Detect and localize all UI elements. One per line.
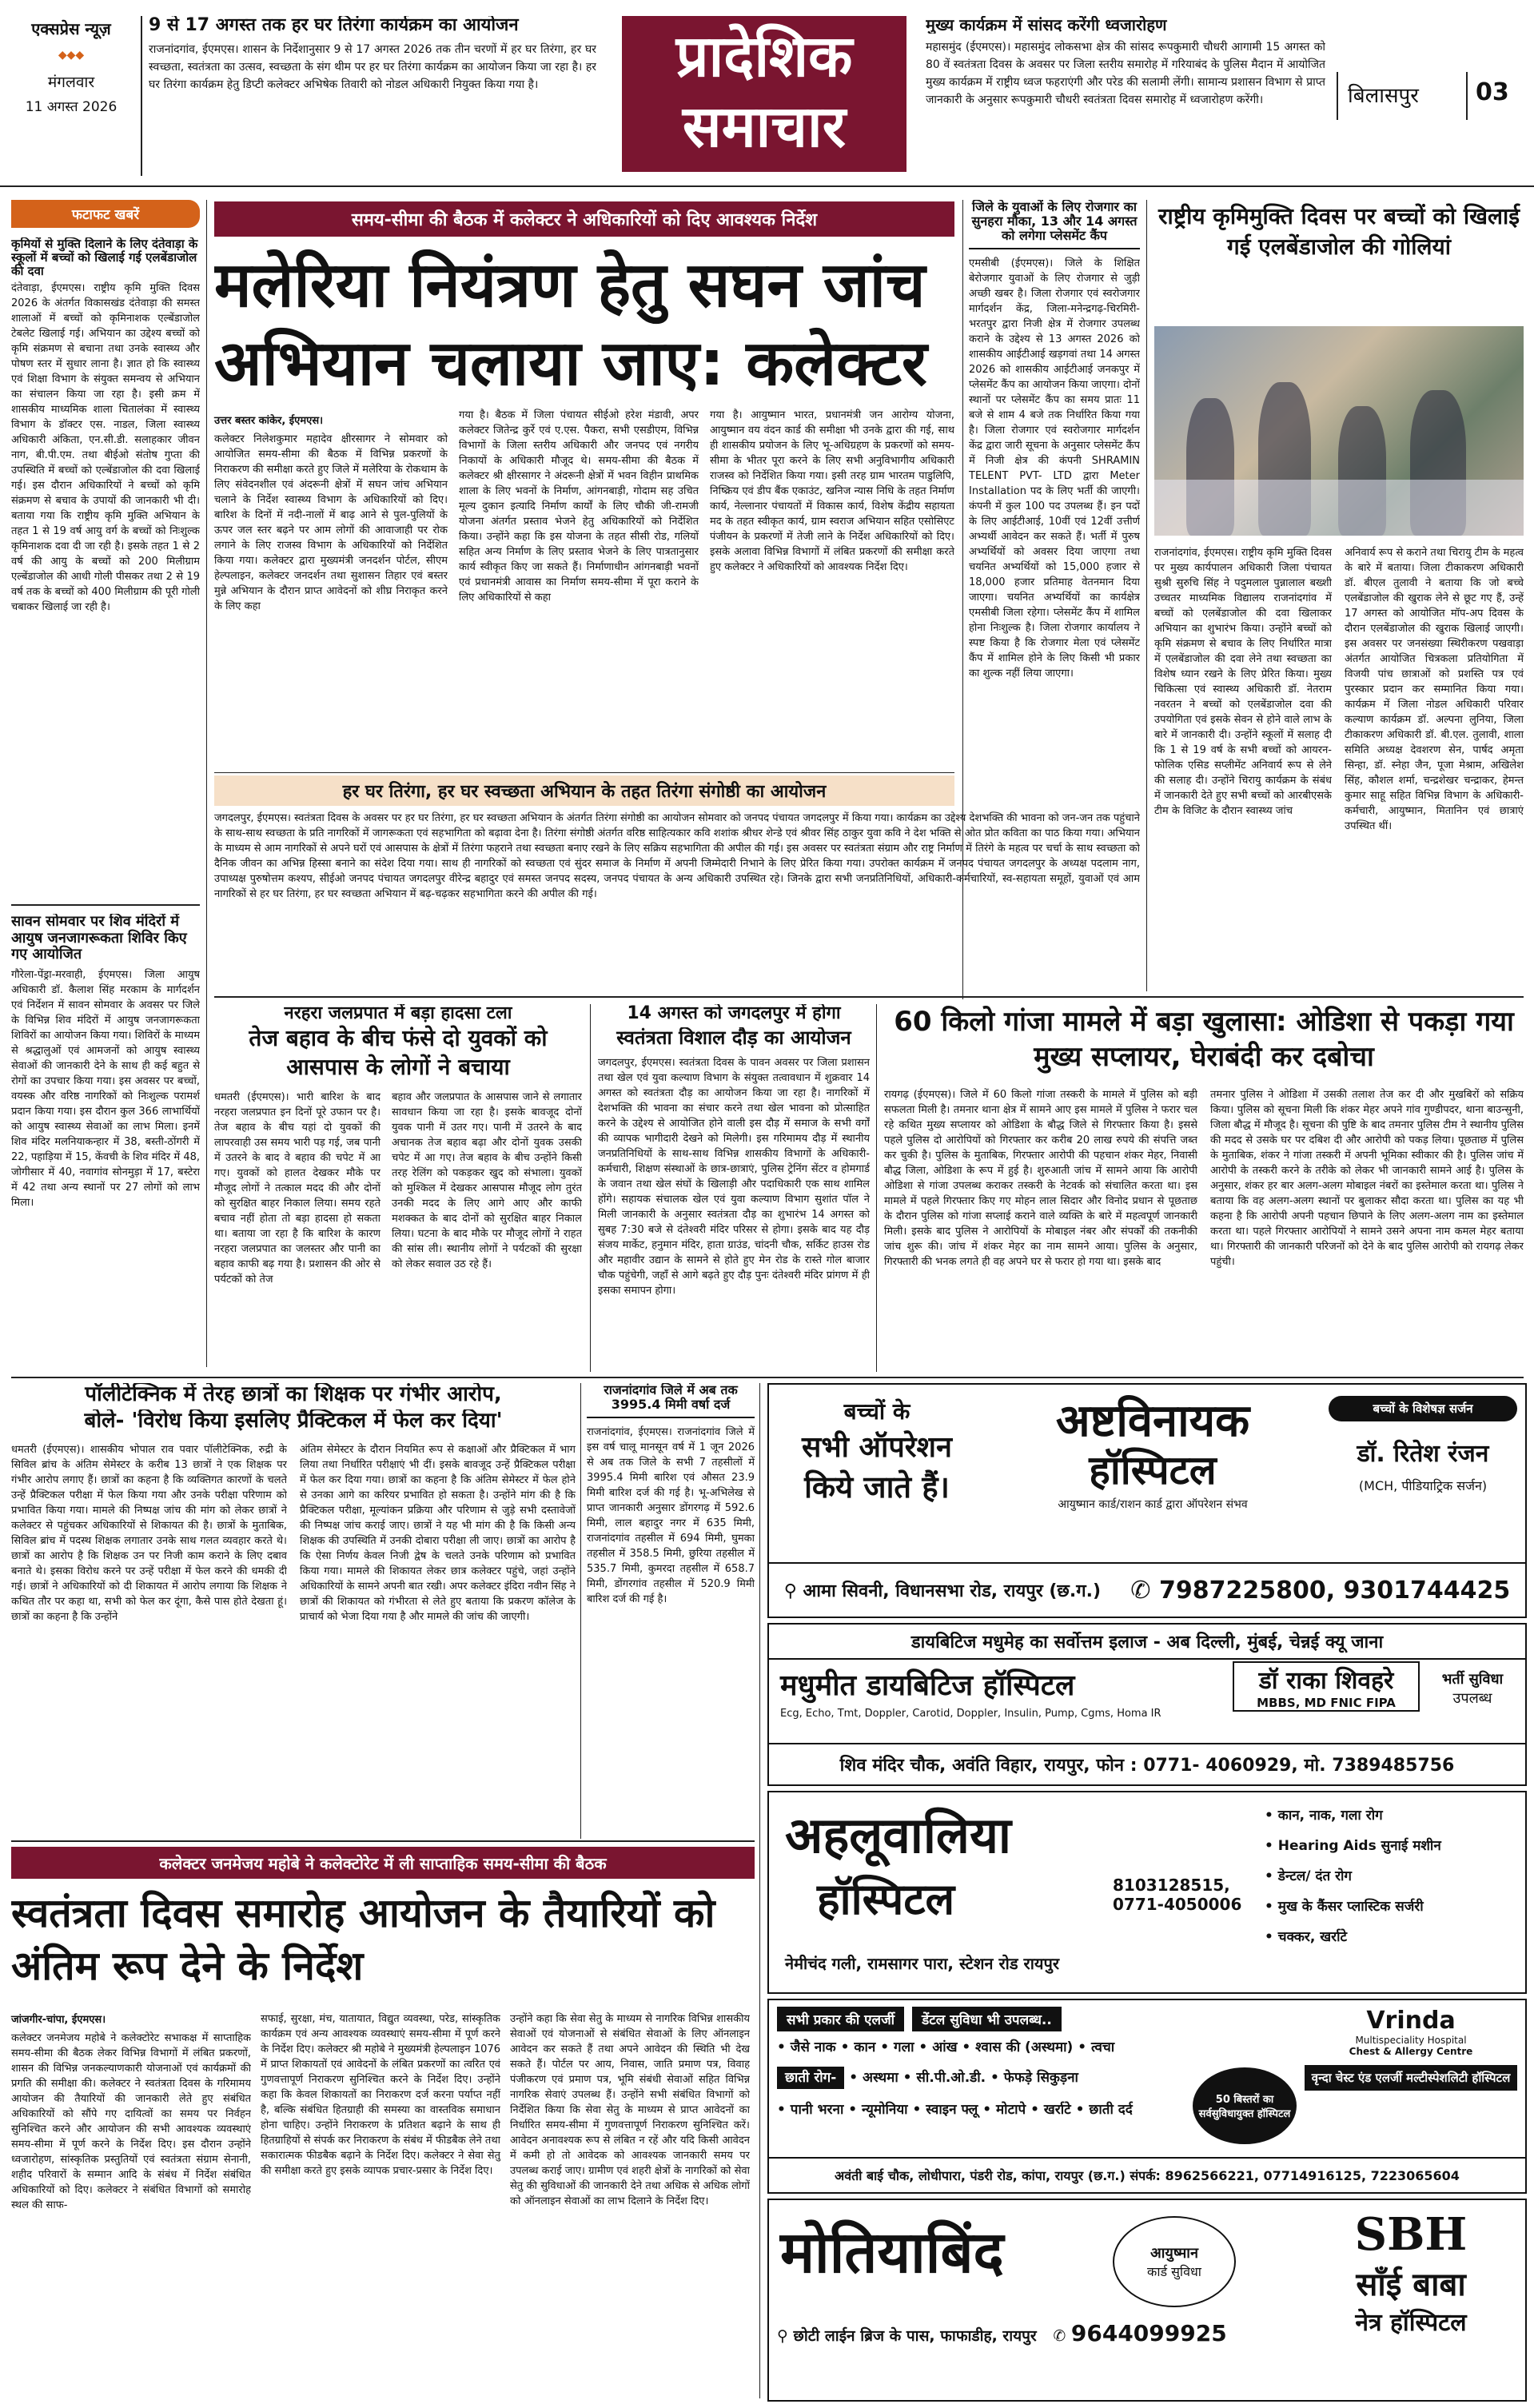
moti-name: मोतियाबिंद bbox=[780, 2219, 1004, 2286]
janmejay-col-2: सफाई, सुरक्षा, मंच, यातायात, विद्युत व्यवस्था, परेड, सांस्कृतिक कार्यक्रम एवं अन्य आवश्यक व्यवस्थाएं समय-सीमा में पूर्ण करने के निर्देश दिए। कलेक्टर श्री महोबे ने मुख्यमंत्री हेल्पलाइन 1076 में प्राप्त शिकायतों एवं आवेदनों के लंबित प्रकरणों का त्वरित एवं गुणवत्तापूर्ण निराकरण सुनिश्चित करने के निर्देश दिए। उन्होंने कहा कि केवल शिकायतों का निराकरण दर्ज करना पर्याप्त नहीं है, बल्कि संबंधित हितग्राही की समस्या का वास्तविक समाधान होना चाहिए। उन्होंने निराकरण के प्रतिशत बढ़ाने के साथ ही हितग्राहियों से संपर्क कर निराकरण के संबंध में फीडबैक लेने तथा सकारात्मक फीडबैक बढ़ाने के निर्देश दिए। कलेक्टर ने सेवा सेतु की समीक्षा करते हुए इसके व्यापक प्रचार-प्रसार के निर्देश दिए। bbox=[261, 2013, 500, 2177]
moti-hospital: साँई बाबा bbox=[1356, 2266, 1466, 2303]
top-right-body: महासमुंद (ईएमएस)। महासमुंद लोकसभा क्षेत्र की सांसद रूपकुमारी चौधरी आगामी 15 अगस्त को 80 वें स्वतंत्रता दिवस के अवसर पर जिला स्तरीय समारोह में गरियाबंद के पुलिस मैदान में आयोजित मुख्य कार्यक्रम में राष्ट्रीय ध्वज फहराएंगी और परेड की सलामी लेंगी। सामान्य प्रशासन विभाग से प्राप्त जानकारी के अनुसार रूपकुमारी चौधरी स्वतंत्रता दिवस समारोह में ध्वजारोहण करेंगी। bbox=[926, 41, 1325, 107]
daud-body: जगदलपुर, ईएमएस। स्वतंत्रता दिवस के पावन अवसर पर जिला प्रशासन तथा खेल एवं युवा कल्याण विभाग के संयुक्त तत्वावधान में शुक्रवार 14 अगस्त को स्वतंत्रता दौड़ का आयोजन किया जा रहा है। नागरिकों में देशभक्ति की भावना का संचार करने तथा खेल भावना को प्रोत्साहित करने के उद्देश्य से आयोजित होने वाली इस दौड़ में समाज के सभी वर्गों की व्यापक भागीदारी देखने को मिलेगी। इस गरिमामय दौड़ में स्थानीय जनप्रतिनिधियों के साथ-साथ विभिन्न शासकीय विभागों के अधिकारी-कर्मचारी, शिक्षण संस्थाओं के छात्र-छात्राएं, पुलिस ट्रेनिंग सेंटर व होमगार्ड के जवान तथा खेल संघों के खिलाड़ी और पदाधिकारी एक साथ शामिल होंगे। सहायक संचालक खेल एवं युवा कल्याण विभाग सुशांत पॉल ने मिली जानकारी के अनुसार स्वतंत्रता दौड़ का शुभारंभ 14 अगस्त को सुबह 7:30 बजे से दंतेश्वरी मंदिर परिसर से होगा। इसके बाद यह दौड़ संजय मार्केट, हनुमान मंदिर, हाता ग्राउंड, चांदनी चौक, सर्किट हाउस रोड और महावीर उद्यान के सामने से होते हुए मेन रोड के रास्ते गोल बाजार चौक पहुंचेगी, जहाँ से आगे बढ़ते हुए दौड़ पुनः दंतेश्वरी मंदिर प्रांगण में ही इसका समापन होगा। bbox=[598, 1056, 870, 1297]
fatafat-body-1: दंतेवाड़ा, ईएमएस। राष्ट्रीय कृमि मुक्ति दिवस 2026 के अंतर्गत विकासखंड दंतेवाड़ा की समस्त शालाओं में बच्चों को कृमिनाशक एल्बेंडाजोल टेबलेट खिलाई गई। अभियान का उद्देश्य बच्चों को कृमि संक्रमण से बचाना तथा उनके स्वास्थ्य और पोषण स्तर में सुधार लाना है। ज्ञात हो कि स्वास्थ्य एवं शिक्षा विभाग के संयुक्त समन्वय से अभियान का संचालन किया जा रहा है। इसी क्रम में शासकीय माध्यमिक शाला चितालंका में स्वास्थ्य विभाग के डॉक्टर एस. नाडल, जिला स्वास्थ्य अधिकारी अंकिता, एन.सी.डी. सलाहकार जीवन नाग, बी.पी.एम. तथा बीईओ संतोष गुप्ता की उपस्थिति में बच्चों को एल्बेंडाजोल की दवा खिलाई गई। इस दौरान अधिकारियों ने बच्चों को कृमि संक्रमण से बचाव के उपायों की जानकारी भी दी। बताया गया कि राष्ट्रीय कृमि मुक्ति अभियान के तहत 1 से 19 वर्ष आयु वर्ग के बच्चों को निःशुल्क कृमिनाशक दवा दी जा रही है। इसके तहत 1 से 2 वर्ष की आयु के बच्चों को 200 मिलीग्राम एल्बेंडाजोल की आधी गोली पीसकर तथा 2 से 19 वर्ष तक के बच्चों को 400 मिलीग्राम की पूरी गोली चबाकर खिलाई जा रही है। bbox=[11, 282, 200, 614]
madhu-doctor: डॉ राका शिवहरे bbox=[1258, 1667, 1394, 1695]
date-label: 11 अगस्त 2026 bbox=[25, 99, 118, 115]
rain-kicker: राजनांदगांव जिले में अब तक 3995.4 मिमी वर्षा दर्ज bbox=[587, 1383, 755, 1418]
ad-madhumeet[interactable] bbox=[767, 1623, 1527, 1786]
ahlu-service-2: • Hearing Aids सुनाई मशीन bbox=[1265, 1838, 1441, 1854]
madhu-address: शिव मंदिर चौक, अवंति विहार, रायपुर, फोन : 0771- 4060929, मो. 7389485756 bbox=[769, 1743, 1525, 1784]
moti-pin-icon: ⚲ bbox=[777, 2327, 788, 2345]
vr-line-1: • जैसे नाक • कान • गला • आंख • श्वास की (अस्थमा) • त्वचा bbox=[777, 2039, 1115, 2055]
main-headline: मलेरिया नियंत्रण हेतु सघन जांच अभियान चलाया जाए: कलेक्टर bbox=[214, 249, 927, 400]
top-right-story bbox=[926, 16, 1325, 176]
moti-logo: SBH bbox=[1354, 2208, 1468, 2261]
madhu-tests: Ecg, Echo, Tmt, Doppler, Carotid, Doppler, Insulin, Pump, Cgms, Homa IR bbox=[780, 1708, 1161, 1720]
page-number: 03 bbox=[1476, 78, 1509, 106]
narhara-col-2: बहाव और जलप्रपात के आसपास जाने से लगातार सावधान किया जा रहा है। इसके बावजूद दोनों युवक पानी में उतर गए। पानी में उतरने के बाद अचानक तेज बहाव बढ़ा और दोनों युवक उसकी चपेट में आ गए। तेज बहाव के बीच उन्होंने किसी तरह रेलिंग को पकड़कर खुद को संभाला। युवकों को मुश्किल में देखकर आसपास मौजूद लोग तुरंत उनकी मदद के लिए आगे आए और काफी मशक्कत के बाद दोनों को सुरक्षित बाहर निकाल लिया। घटना के बाद मौके पर मौजूद लोगों ने राहत की सांस ली। स्थानीय लोगों ने पर्यटकों की सुरक्षा को लेकर सवाल उठ रहे हैं। bbox=[392, 1090, 582, 1270]
ashta-top: बच्चों के bbox=[843, 1398, 910, 1425]
tiranga-strip bbox=[214, 775, 954, 806]
daud-headline: स्वतंत्रता विशाल दौड़ का आयोजन bbox=[616, 1027, 851, 1049]
vr-tag-2: डेंटल सुविधा भी उपलब्ध.. bbox=[912, 2007, 1062, 2031]
job-body: एमसीबी (ईएमएस)। जिले के शिक्षित बेरोजगार युवाओं के लिए रोजगार से जुड़ी अच्छी खबर है। जिला रोजगार एवं स्वरोजगार मार्गदर्शन केंद्र, जिला-मनेन्द्रगढ़-चिरमिरी-भरतपुर द्वारा निजी क्षेत्र में रोजगार उपलब्ध कराने के उद्देश्य से 13 अगस्त 2026 को शासकीय आईटीआई खड़गवां तथा 14 अगस्त 2026 को शासकीय आईटीआई जनकपुर में प्लेसमेंट कैंप का आयोजन किया जाएगा। दोनों स्थानों पर प्लेसमेंट कैंप का समय प्रातः 11 बजे से शाम 4 बजे तक निर्धारित किया गया है। जिला रोजगार एवं स्वरोजगार मार्गदर्शन केंद्र द्वारा जारी सूचना के अनुसार प्लेसमेंट कैंप में निजी क्षेत्र की कंपनी SHRAMIN TELENT PVT- LTD द्वारा Meter Installation पद के लिए भर्ती की जाएगी। कंपनी में कुल 100 पद उपलब्ध हैं। इन पदों के लिए आईटीआई, 10वीं एवं 12वीं उत्तीर्ण अभ्यर्थी आवेदन कर सकते हैं। भर्ती में पुरुष अभ्यर्थियों को अवसर दिया जाएगा तथा चयनित अभ्यर्थियों को 15,000 हजार से 18,000 हजार प्रतिमाह वेतनमान दिया जाएगा। चयनित अभ्यर्थियों का कार्यक्षेत्र एमसीबी जिला रहेगा। प्लेसमेंट कैंप में शामिल होना निःशुल्क है। जिला रोजगार कार्यालय ने स्पष्ट किया है कि रोजगार मेला एवं प्लेसमेंट कैंप में शामिल होने के लिए किसी भी प्रकार का शुल्क नहीं लिया जाएगा। bbox=[969, 257, 1140, 680]
poly-col-2: अंतिम सेमेस्टर के दौरान नियमित रूप से कक्षाओं और प्रैक्टिकल में भाग लिया तथा निर्धारित परीक्षाएं भी दीं। इसके बावजूद उन्हें प्रैक्टिकल परीक्षा में फेल कर दिया गया। छात्रों का कहना है कि अंतिम सेमेस्टर में फेल होने से उनका आगे का करियर प्रभावित हो सकता है। उन्होंने मांग की है कि प्रैक्टिकल परीक्षा, मूल्यांकन प्रक्रिया और परिणाम से जुड़े सभी दस्तावेजों की निष्पक्ष जांच कराई जाए। छात्रों ने यह भी मांग की है कि किसी अन्य शिक्षक की उपस्थिति में उनकी दोबारा परीक्षा ली जाए। छात्रों का आरोप है कि ऐसा निर्णय केवल निजी द्वेष के चलते उनके परिणाम को प्रभावित किया गया। मामले की शिकायत लेकर छात्र कलेक्टर पहुंचे, जहां उन्होंने अधिकारियों के सामने अपनी बात रखी। अपर कलेक्टर इंदिरा नवीन सिंह ने छात्रों की शिकायत को गंभीरता से लेते हुए बताया कि प्रकरण कॉलेज के प्राचार्य को भेजा दिया गया है और मामले की जांच की जाएगी। bbox=[300, 1444, 576, 1624]
ad-vrinda[interactable] bbox=[767, 1999, 1527, 2194]
moti-badge: आयुष्मान bbox=[1150, 2245, 1198, 2262]
janmejay-col-1: कलेक्टर जनमेजय महोबे ने कलेक्टोरेट सभाकक्ष में साप्ताहिक समय-सीमा की बैठक लेकर विभिन्न विभागों में लंबित प्रकरणों, शासन की विभिन्न जनकल्याणकारी योजनाओं एवं कार्यक्रमों की प्रगति की समीक्षा की। कलेक्टर ने स्वतंत्रता दिवस के गरिमामय आयोजन की तैयारियों की जानकारी लेते हुए संबंधित अधिकारियों को सौंपे गए दायित्वों का समय पर निर्वहन सुनिश्चित करने और आयोजन की सभी आवश्यक व्यवस्थाएं समय-सीमा में पूर्ण करने के निर्देश दिए। इस दौरान उन्होंने ध्वजारोहण, सांस्कृतिक प्रस्तुतियों एवं स्वतंत्रता संग्राम सेनानी, शहीद परिवारों के सम्मान आदि के संबंध में निर्देश संबंधित अधिकारियों को दिए। कलेक्टर ने संबंधित विभागों को समारोह स्थल की साफ- bbox=[11, 2032, 251, 2211]
ashta-footer bbox=[769, 1562, 1525, 1617]
vr-line-3: • पानी भरना • न्यूमोनिया • स्वाइन फ्लू • मोटापे • खर्राटे • छाती दर्द bbox=[777, 2102, 1133, 2118]
ganja-story bbox=[884, 1004, 1524, 1372]
madhu-name: मधुमीत डायबिटिज हॉस्पिटल bbox=[780, 1669, 1075, 1702]
rain-story bbox=[587, 1383, 755, 1839]
poly-col-1: धमतरी (ईएमएस)। शासकीय भोपाल राव पवार पॉलीटेक्निक, रुद्री के सिविल ब्रांच के अंतिम सेमेस्टर के करीब 13 छात्रों ने एक शिक्षक पर गंभीर आरोप लगाए हैं। छात्रों का कहना है कि व्यक्तिगत कारणों के चलते उन्हें प्रैक्टिकल परीक्षा में फेल किया गया और उनके परीक्षा परिणाम को प्रभावित किया गया। मामले की निष्पक्ष जांच की मांग को लेकर छात्रों ने कलेक्टर से पहुंचकर अधिकारियों से शिकायत की है। छात्रों के मुताबिक, सिविल ब्रांच में पदस्थ शिक्षक लगातार उनके साथ गलत व्यवहार करते थे। छात्रों का आरोप है कि शिक्षक उन पर निजी काम कराने के लिए दबाव बनाते थे। इसका विरोध करने पर उन्हें परीक्षा में फेल करने की धमकी दी गई। छात्रों ने अधिकारियों को दी शिकायत में आरोप लगाया कि शिक्षक ने कथित तौर पर कहा था, सभी को फेल कर दूंगा, कैसे पास होते देखता हूं। छात्रों का कहना है कि उन्होंने bbox=[11, 1444, 287, 1624]
main-col-1: कलेक्टर निलेशकुमार महादेव क्षीरसागर ने सोमवार को आयोजित समय-सीमा की बैठक में विभिन्न प्रकरणों के निराकरण की समीक्षा करते हुए जिले में मलेरिया के रोकथाम के लिए संवेदनशील एवं अंदरूनी क्षेत्रों में सघन जांच अभियान चलाने के निर्देश स्वास्थ्य विभाग के अधिकारियों को दिए। बारिश के दिनों में नदी-नालों में बाढ़ आने से पुल-पुलियों के ऊपर जल स्तर बढ़ने पर आम लोगों की आवाजाही पर रोक लगाने के लिए राजस्व विभाग के अधिकारियों को निर्देशित किया गया। कलेक्टर द्वारा मुख्यमंत्री जनदर्शन पोर्टल, सीएम हेल्पलाइन, कलेक्टर जनदर्शन तथा सुशासन तिहार एवं बस्तर मुन्ने अभियान के दौरान प्राप्त आवेदनों को शीघ्र निराकृत करने के लिए कहा bbox=[214, 433, 448, 612]
ashta-scheme: आयुष्मान कार्ड/राशन कार्ड द्वारा ऑपरेशन संभव bbox=[1058, 1498, 1248, 1511]
worm-body-1: राजनांदगांव, ईएमएस। राष्ट्रीय कृमि मुक्ति दिवस पर मुख्य कार्यपालन अधिकारी जिला पंचायत सुश्री सुरुचि सिंह ने पदुमलाल पुन्नालाल बख्शी उच्चतर माध्यमिक विद्यालय राजनांदगांव में बच्चों को एलबेंडाजोल की दवा खिलाकर अभियान का शुभारंभ किया। उन्होंने बच्चों को कृमि संक्रमण से बचाव के लिए निर्धारित मात्रा में एलबेंडाजोल की दवा लेने तथा स्वच्छता का विशेष ध्यान रखने के लिए प्रेरित किया। मुख्य चिकित्सा एवं स्वास्थ्य अधिकारी डॉ. नेतराम नवरतन ने बच्चों को एलबेंडाजोल दवा की उपयोगिता एवं इसके सेवन से होने वाले लाभ के बारे में जानकारी दी। उन्होंने स्कूलों में सलाह दी कि 1 से 19 वर्ष के सभी बच्चों को आयरन-फोलिक एसिड सप्लीमेंट अनिवार्य रूप से लेने की सलाह दी। उन्होंने चिरायु कार्यक्रम के संबंध में जानकारी देते हुए सभी बच्चों को आरबीएसके टीम के विजिट के दौरान स्वास्थ्य जांच bbox=[1154, 547, 1332, 817]
city-label: बिलासपुर bbox=[1348, 84, 1419, 108]
janmejay-byline: जांजगीर-चांपा, ईएमएस। bbox=[11, 2014, 106, 2026]
ashta-doctor: डॉ. रितेश रंजन bbox=[1357, 1440, 1489, 1468]
janmejay-headline: स्वतंत्रता दिवस समारोह आयोजन के तैयारियों को अंतिम रूप देने के निर्देश bbox=[11, 1890, 715, 1989]
worm-photo bbox=[1154, 326, 1524, 536]
fatafat-headline-2: सावन सोमवार पर शिव मंदिरों में आयुष जनजागरूकता शिविर किए गए आयोजित bbox=[11, 914, 187, 963]
main-col-3: गया है। आयुष्मान भारत, प्रधानमंत्री जन आरोग्य योजना, आयुष्मान वय वंदन कार्ड की समीक्षा भी उनके द्वारा की गई, साथ ही शासकीय प्रयोजन के लिए भू-अधिग्रहण के प्रकरणों को समय-सीमा के भीतर पूरा करने के लिए सभी अनुविभागीय अधिकारी राजस्व को निर्देशित किया गया। इसी तरह ग्राम भारतम पाडुलिपि, निष्क्रिय एवं डीप बैंक एकाउंट, खनिज न्यास निधि के तहत निर्माण कार्य, नेल्लानार पंचायतों में विकास कार्य, विशेष केंद्रीय सहायता मद के तहत स्वीकृत कार्य, ग्राम स्वराज अभियान सहित एसोसिएट पंजीयन के प्रकरणों में तेजी लाने के निर्देश अधिकारियों को दिए। इसके अलावा विभिन्न विभागों में लंबित प्रकरणों की समीक्षा करते हुए कलेक्टर ने अधिकारियों को आवश्यक निर्देश दिए। bbox=[710, 409, 954, 573]
madhu-top: डायबिटिज मधुमेह का सर्वोत्तम इलाज - अब दिल्ली, मुंबई, चेन्नई क्यू जाना bbox=[769, 1625, 1525, 1660]
vr-tag-1: सभी प्रकार की एलर्जी bbox=[777, 2007, 904, 2031]
tiranga-body: जगदलपुर, ईएमएस। स्वतंत्रता दिवस के अवसर पर हर घर तिरंगा, हर घर स्वच्छता अभियान के अंतर्गत तिरंगा संगोष्ठी का आयोजन सोमवार को जनपद पंचायत जगदलपुर में किया गया। कार्यक्रम का उद्देश्य देशभक्ति की भावना को जन-जन तक पहुंचाने के साथ-साथ स्वच्छता के प्रति नागरिकों में जागरूकता एवं सहभागिता को बढ़ावा देना है। तिरंगा संगोष्ठी अंतर्गत वरिष्ठ साहित्यकार कवि शशांक श्रीधर शेन्डे एवं श्रीवर सिंह ठाकुर युवा कवि ने देश भक्ति से ओत प्रोत कविता का पाठ किया गया। अभियान के माध्यम से आम नागरिकों से अपने घरों एवं आसपास के क्षेत्रों में तिरंगा फहराने तथा स्वच्छता बनाए रखने के लिए सक्रिय सहभागिता की अपील की गई। इस अवसर पर स्वतंत्रता संग्राम और राष्ट्र निर्माण में तिरंगे के महत्व पर चर्चा के साथ स्वच्छता को दैनिक जीवन का अभिन्न हिस्सा बनाने का संदेश दिया गया। साथ ही नागरिकों को स्वच्छता एवं सुंदर समाज के निर्माण में अपनी जिम्मेदारी निभाने के लिए प्रेरित किया गया। उपरोक्त कार्यक्रम में जनपद पंचायत जगदलपुर के अध्यक्ष पदलाम नाग, उपाध्यक्ष पुरुषोत्तम कश्यप, सीईओ जनपद पंचायत जगदलपुर वीरेन्द्र बहादुर एवं समस्त जनपद सदस्य, जनपद पंचायत के अन्य अधिकारी उपस्थित रहे। जिनके द्वारा सभी जनप्रतिनिधियों, अधिकारी-कर्मचारियों, स्व-सहायता समूहों, युवाओं एवं आम नागरिकों से हर घर तिरंगा, हर घर स्वच्छता अभियान में बढ़-चढ़कर सहभागिता करने की अपील की गई। bbox=[214, 812, 1140, 900]
brand-block bbox=[11, 18, 131, 169]
worm-body-2: अनिवार्य रूप से कराने तथा चिरायु टीम के महत्व के बारे में बताया। जिला टीकाकरण अधिकारी डॉ. बीएल तुलावी ने बताया कि जो बच्चे एलबेंडाजोल की खुराक लेने से छूट गए हैं, उन्हें 17 अगस्त को आयोजित मॉप-अप दिवस के दौरान एलबेंडाजोल की खुराक खिलाई जाएगी। इस अवसर पर जनसंख्या स्थिरीकरण पखवाड़ा अंतर्गत आयोजित चित्रकला प्रतियोगिता में विजयी पांच छात्राओं को प्रशस्ति पत्र एवं पुरस्कार प्रदान कर सम्मानित किया गया। कार्यक्रम में जिला नोडल अधिकारी परिवार कल्याण कार्यक्रम डॉ. अल्पना लुनिया, जिला टीकाकरण अधिकारी डॉ. बी.एल. तुलावी, शाला समिति अध्यक्ष देवशरण सेन, पार्षद अमृता सिन्हा, डॉ. स्नेहा जैन, पूजा मेश्राम, अखिलेश सिंह, कौशल शर्मा, चन्द्रशेखर चन्द्राकर, हेमन्त कुमार साहू सहित विभिन्न विभाग के अधिकारी-कर्मचारी, आयुष्मान, मितानिन एवं छात्राएं उपस्थित थीं। bbox=[1345, 547, 1524, 832]
ganja-col-1: रायगढ़ (ईएमएस)। जिले में 60 किलो गांजा तस्करी के मामले में पुलिस को बड़ी सफलता मिली है। तमनार थाना क्षेत्र में सामने आए इस मामले में पुलिस ने फरार चल रहे कथित मुख्य सप्लायर को ओडिशा के बौद्ध जिले से गिरफ्तार किया है। इससे पहले पुलिस दो आरोपियों को गिरफ्तार कर करीब 20 लाख रुपये की संपत्ति जब्त कर चुकी है। पुलिस के मुताबिक, गिरफ्तार आरोपी की पहचान शंकर मेहर, निवासी बौद्ध जिला, ओडिशा के रूप में हुई है। शुरुआती जांच में सामने आया कि आरोपी ओडिशा से गांजा उपलब्ध कराकर तस्करी के नेटवर्क को संचालित करता था। इस मामले में पहले गिरफ्तार किए गए मोहन लाल सिदार और विनोद प्रधान से पूछताछ के दौरान पुलिस को गांजा सप्लाई कराने वाले व्यक्ति के बारे में महत्वपूर्ण जानकारी मिली। इसके बाद पुलिस ने आरोपियों के मोबाइल नंबर और संपर्कों की तकनीकी जांच शुरू की। जांच में शंकर मेहर का नाम सामने आया। पुलिस के अनुसार, गिरफ्तारी की भनक लगते ही वह अपने घर से फरार हो गया था। इसके बाद bbox=[884, 1089, 1197, 1268]
vr-address: अवंती बाई चौक, लोधीपारा, पंडरी रोड, कांपा, रायपुर (छ.ग.) संपर्क: 8962566221, 07714916125, 7223065604 bbox=[769, 2157, 1525, 2192]
ashta-top2: सभी ऑपरेशन bbox=[802, 1431, 952, 1464]
ad-ashtavinayak[interactable] bbox=[767, 1383, 1527, 1618]
pin-icon: ⚲ bbox=[783, 1581, 797, 1601]
ashta-top3: किये जाते हैं। bbox=[804, 1469, 950, 1505]
main-col-2: गया है। बैठक में जिला पंचायत सीईओ हरेश मंडावी, अपर कलेक्टर जितेन्द्र कुर्रे एवं ए.एस. पैकरा, सभी एसडीएम, विभिन्न विभागों के जिला स्तरीय अधिकारी और जनपद एवं नगरीय निकायों के अधिकारी मौजूद थे। समय-सीमा की बैठक में कलेक्टर श्री क्षीरसागर ने अंदरूनी क्षेत्रों में भवन विहीन प्राथमिक शाला के लिए भवनों के निर्माण, आंगनबाड़ी, गोदाम सह उचित मूल्य दुकान इत्यादि निर्माण कार्यों के लिए चौकी जी-रामजी योजना अंतर्गत प्रस्ताव भेजने हेतु अधिकारियों को निर्देशित किया। उन्होंने कहा कि इस योजना के तहत सीसी रोड, गलियों सहित अन्य निर्माण के लिए प्रस्ताव भेजने के लिए पात्रतानुसार कार्य स्वीकृत किए जा सकते हैं। निर्माणाधीन आंगनबाड़ी भवनों एवं प्रधानमंत्री आवास का निर्माण समय-सीमा में पूरा कराने के लिए अधिकारियों से कहा bbox=[459, 409, 699, 604]
day-label: मंगलवार bbox=[47, 74, 95, 91]
brand-name: एक्सप्रेस न्यूज़ bbox=[31, 19, 111, 38]
ganja-headline: 60 किलो गांजा मामले में बड़ा खुलासा: ओडिशा से पकड़ा गया मुख्य सप्लायर, घेराबंदी कर दबोचा bbox=[894, 1006, 1514, 1073]
fatafat-body-2: गौरेला-पेंड्रा-मरवाही, ईएमएस। जिला आयुष अधिकारी डॉ. कैलाश सिंह मरकाम के मार्गदर्शन एवं निर्देशन में सावन सोमवार के अवसर पर जिले के विभिन्न शिव मंदिरों में आयुष जनजागरूकता शिविरों का आयोजन किया गया। शिविरों के माध्यम से श्रद्धालुओं एवं आमजनों को आयुष स्वास्थ्य सेवाओं की जानकारी देने के साथ ही कई बहुत से रोगों का उपचार किया गया। इस अवसर पर बच्चों, वयस्क और वरिष्ठ नागरिकों को निःशुल्क परामर्श प्रदान किया गया। इस दौरान कुल 366 लाभार्थियों को आयुष स्वास्थ्य सेवाओं का लाभ मिला। इनमें शिव मंदिर मलनियाकन्हार में 38, बस्ती-ठोंगरी में 22, पहाड़िया में 15, केंवची के शिव मंदिर में 48, जोगीसार में 40, नवागांव सोनमुड़ा में 17, बस्टेरा में 42 तथा अन्य स्थानों पर 27 लोगों को लाभ मिला। bbox=[11, 968, 200, 1209]
moti-hospital-2: नेत्र हॉस्पिटल bbox=[1355, 2309, 1467, 2337]
moti-address: छोटी लाईन ब्रिज के पास, फाफाडीह, रायपुर bbox=[793, 2327, 1037, 2345]
poly-headline-2: बोले- 'विरोध किया इसलिए प्रैक्टिकल में फेल कर दिया' bbox=[84, 1409, 503, 1433]
vr-logo-sub2: Chest & Allergy Centre bbox=[1349, 2046, 1473, 2057]
section-title-2: समाचार bbox=[682, 93, 847, 160]
phone-icon: ✆ bbox=[1130, 1576, 1151, 1605]
ahlu-service-5: • चक्कर, खर्राटे bbox=[1265, 1929, 1348, 1945]
moti-badge-2: कार्ड सुविधा bbox=[1147, 2264, 1201, 2279]
ahlu-phone-1: 8103128515, bbox=[1113, 1876, 1230, 1895]
ashta-name: अष्टविनायक bbox=[1055, 1395, 1250, 1447]
ahlu-name: अहलूवालिया bbox=[785, 1806, 1011, 1864]
section-title-1: प्रादेशिक bbox=[675, 22, 853, 90]
ashta-qual: (MCH, पीडियाट्रिक सर्जन) bbox=[1358, 1478, 1488, 1493]
masthead-rule bbox=[0, 185, 1534, 187]
narhara-headline: तेज बहाव के बीच फंसे दो युवकों को आसपास के लोगों ने बचाया bbox=[249, 1024, 548, 1080]
ahlu-service-4: • मुख के कैंसर प्लास्टिक सर्जरी bbox=[1265, 1899, 1424, 1915]
ahlu-address: नेमीचंद गली, रामसागर पारा, स्टेशन रोड रायपुर bbox=[785, 1954, 1060, 1973]
moti-phone: 9644099925 bbox=[1070, 2320, 1227, 2346]
daud-kicker: 14 अगस्त को जगदलपुर में होगा bbox=[627, 1004, 841, 1023]
rain-body: राजनांदगांव, ईएमएस। राजनांदगांव जिले में इस वर्ष चालू मानसून वर्ष में 1 जून 2026 से अब तक जिले के सभी 7 तहसीलों में 3995.4 मिमी बारिश एवं औसत 23.9 मिमी बारिश दर्ज की गई है। भू-अभिलेख से प्राप्त जानकारी अनुसार डोंगरगढ़ में 592.6 मिमी, लाल बहादुर नगर में 635 मिमी, राजनांदगांव तहसील में 694 मिमी, घुमका तहसील में 358.5 मिमी, छुरिया तहसील में 535.7 मिमी, कुमरदा तहसील में 658.7 मिमी, डोंगरगांव तहसील में 520.9 मिमी बारिश दर्ज की गई है। bbox=[587, 1425, 755, 1605]
masthead bbox=[0, 0, 1534, 185]
madhu-bharti: भर्ती सुविधा bbox=[1441, 1671, 1504, 1688]
main-byline: उत्तर बस्तर कांकेर, ईएमएस। bbox=[214, 415, 324, 427]
fatafat-label: फटाफट खबरें bbox=[11, 200, 200, 228]
vr-badge: 50 बिस्तरों का सर्वसुविधायुक्त हॉस्पिटल bbox=[1193, 2067, 1297, 2144]
ahlu-phone-2: 0771-4050006 bbox=[1113, 1895, 1242, 1914]
ashta-name2: हॉस्पिटल bbox=[1089, 1447, 1217, 1493]
narhara-story bbox=[214, 1004, 582, 1372]
ashta-address: आमा सिवनी, विधानसभा रोड, रायपुर (छ.ग.) bbox=[803, 1581, 1101, 1601]
vr-logo-name: Vrinda bbox=[1366, 2007, 1456, 2035]
madhu-qual: MBBS, MD FNIC FIPA bbox=[1257, 1696, 1396, 1710]
vr-tag-3: छाती रोग- bbox=[777, 2067, 844, 2089]
ashta-phone: 7987225800, 9301744425 bbox=[1158, 1576, 1511, 1605]
narhara-kicker: नरहरा जलप्रपात में बड़ा हादसा टला bbox=[284, 1004, 512, 1023]
janmejay-kicker: कलेक्टर जनमेजय महोबे ने कलेक्टोरेट में ली साप्ताहिक समय-सीमा की बैठक bbox=[11, 1847, 755, 1879]
narhara-col-1: धमतरी (ईएमएस)। भारी बारिश के बाद नरहरा जलप्रपात इन दिनों पूरे उफान पर है। तेज बहाव के बीच यहां दो युवकों की लापरवाही उस समय भारी पड़ गई, जब पानी में उतरने के बाद वे बहाव की चपेट में आ गए। युवकों को हालत देखकर मौके पर मौजूद लोगों ने तत्काल मदद की और दोनों को सुरक्षित बाहर निकाल लिया। समय रहते बचाव नहीं होता तो बड़ा हादसा हो सकता था। बताया जा रहा है कि बारिश के कारण नरहरा जलप्रपात का जलस्तर और पानी का बहाव काफी बढ़ गया है। प्रशासन की ओर से पर्यटकों को तेज bbox=[214, 1090, 381, 1286]
moti-phone-icon: ✆ bbox=[1053, 2327, 1066, 2345]
top-left-body: राजनांदगांव, ईएमएस। शासन के निर्देशानुसार 9 से 17 अगस्त 2026 तक तीन चरणों में हर घर तिरंगा, हर घर स्वच्छता, स्वतंत्रता का उत्सव, स्वच्छता के संग थीम पर हर घर तिरंगा कार्यक्रम का आयोजन किया जा रहा है। हर घर तिरंगा कार्यक्रम हेतु डिप्टी कलेक्टर अभिषेक तिवारी को नोडल अधिकारी नियुक्त किया गया है। bbox=[149, 42, 596, 91]
ahlu-name2: हॉस्पिटल bbox=[817, 1874, 955, 1924]
top-left-headline: 9 से 17 अगस्त तक हर घर तिरंगा कार्यक्रम का आयोजन bbox=[149, 16, 519, 35]
fatafat-column bbox=[11, 200, 200, 1367]
section-banner bbox=[622, 16, 906, 172]
janmejay-col-3: उन्होंने कहा कि सेवा सेतु के माध्यम से नागरिक विभिन्न शासकीय सेवाओं एवं योजनाओं से संबंधित सेवाओं के लिए ऑनलाइन आवेदन कर सकते हैं तथा अपने आवेदन की स्थिति भी देख सकते हैं। पोर्टल पर आय, निवास, जाति प्रमाण पत्र, विवाह पंजीकरण एवं प्रमाण पत्र, भूमि संबंधी सेवाओं सहित विभिन्न नागरिक सेवाएं उपलब्ध हैं। उन्होंने सभी संबंधित विभागों को निर्देशित किया कि सेवा सेतु के माध्यम से प्राप्त आवेदनों का निर्धारित समय-सीमा में गुणवत्तापूर्ण निराकरण सुनिश्चित करें। आवेदन अनावश्यक रूप से लंबित न रहें और यदि किसी आवेदन में कमी हो तो आवेदक को आवश्यक जानकारी समय पर उपलब्ध कराई जाए। ग्रामीण एवं शहरी क्षेत्रों के नागरिकों को सेवा सेतु की सुविधाओं की जानकारी देने तथा अधिक से अधिक लोगों को ऑनलाइन सेवाओं का लाभ दिलाने के निर्देश दिए। bbox=[510, 2013, 750, 2207]
fatafat-headline-1: कृमियों से मुक्ति दिलाने के लिए दंतेवाड़ा के स्कूलों में बच्चों को खिलाई गई एलबेंडाजोल की दवा bbox=[11, 237, 198, 278]
ahlu-service-3: • डेन्टल/ दंत रोग bbox=[1265, 1868, 1353, 1884]
poly-headline-1: पॉलीटेक्निक में तेरह छात्रों का शिक्षक पर गंभीर आरोप, bbox=[85, 1383, 502, 1406]
ashta-badge: बच्चों के विशेषज्ञ सर्जन bbox=[1329, 1396, 1517, 1421]
top-right-headline: मुख्य कार्यक्रम में सांसद करेंगी ध्वजारोहण bbox=[926, 16, 1167, 34]
ad-motiyabind[interactable] bbox=[767, 2199, 1527, 2402]
vr-logo-sub: Multispeciality Hospital bbox=[1355, 2035, 1467, 2046]
top-left-story bbox=[149, 16, 596, 176]
ganja-col-2: तमनार पुलिस ने ओडिशा में उसकी तलाश तेज कर दी और मुखबिरों को सक्रिय किया। पुलिस को सूचना मिली कि शंकर मेहर अपने गांव गुण्डीपदर, थाना बाउन्सुनी, जिला बौद्ध में मौजूद है। सूचना की पुष्टि के बाद तमनार पुलिस टीम ने स्थानीय पुलिस की मदद से उसके घर पर दबिश दी और आरोपी को पकड़ लिया। पूछताछ में पुलिस के मुताबिक, शंकर ने गांजा तस्करी में अपनी भूमिका स्वीकार की है। पुलिस जांच में आरोपी के तस्करी करने के तरीके को लेकर भी जानकारी सामने आई है। पुलिस के अनुसार, शंकर हर बार अलग-अलग मोबाइल नंबरों का इस्तेमाल करता था। पुलिस ने बताया कि वह अलग-अलग स्थानों पर बुलाकर सौदा करता था। पुलिस का यह भी कहना है कि आरोपी अपनी पहचान छिपाने के लिए अलग-अलग नाम का इस्तेमाल करता था। पहले गिरफ्तार आरोपियों ने सामने उसने अपना नाम कमल मेहर बताया था। गिरफ्तारी की जानकारी परिजनों को देने के बाद पुलिस आरोपी को रायगढ़ लेकर पहुंची। bbox=[1210, 1089, 1524, 1268]
polytechnic-story bbox=[11, 1383, 576, 1839]
main-kicker-strip: समय-सीमा की बैठक में कलेक्टर ने अधिकारियों को दिए आवश्यक निर्देश bbox=[214, 201, 954, 237]
daud-story bbox=[598, 1004, 870, 1372]
madhu-upl: उपलब्ध bbox=[1452, 1690, 1492, 1707]
ahlu-service-1: • कान, नाक, गला रोग bbox=[1265, 1808, 1383, 1824]
vr-line-2: • अस्थमा • सी.पी.ओ.डी. • फेफड़े सिकुड़ना bbox=[849, 2070, 1078, 2086]
ad-ahluwalia[interactable] bbox=[767, 1791, 1527, 1994]
worm-headline: राष्ट्रीय कृमिमुक्ति दिवस पर बच्चों को खिलाई गई एलबेंडाजोल की गोलियां bbox=[1158, 203, 1520, 260]
vr-hindi-name: वृन्दा चेस्ट एंड एलर्जी मल्टीस्पेशलिटी हॉस्पिटल bbox=[1305, 2065, 1517, 2091]
job-headline: जिले के युवाओं के लिए रोजगार का सुनहरा मौका, 13 और 14 अगस्त को लगेगा प्लेसमेंट कैंप bbox=[969, 200, 1140, 249]
tiranga-headline: हर घर तिरंगा, हर घर स्वच्छता अभियान के तहत तिरंगा संगोष्ठी का आयोजन bbox=[342, 782, 827, 802]
diamond-icon: ◆◆◆ bbox=[58, 49, 85, 62]
